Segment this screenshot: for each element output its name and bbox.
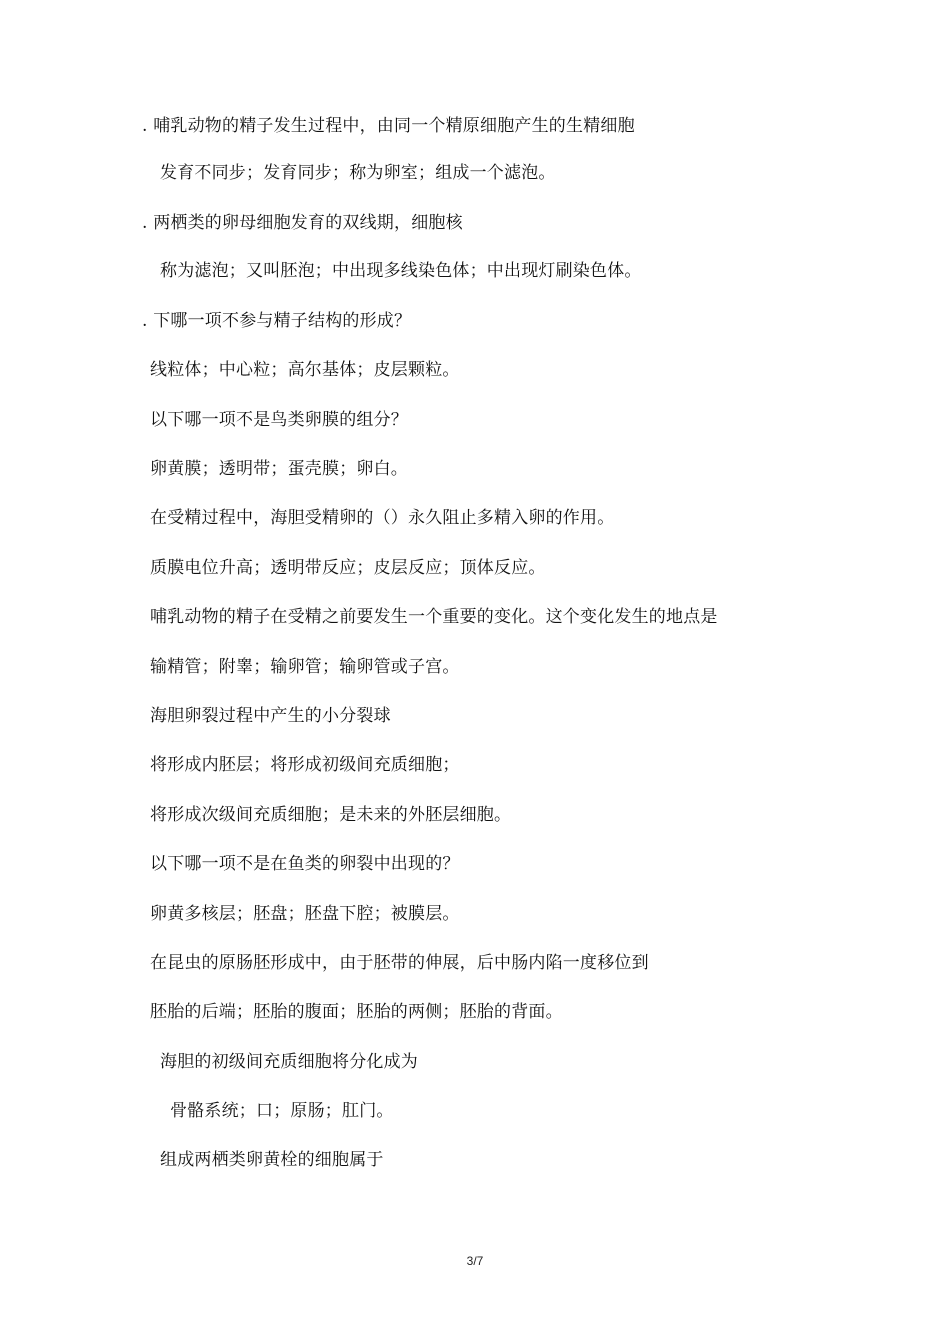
text-line-9: 在受精过程中，海胆受精卵的（）永久阻止多精入卵的作用。 [150,508,615,528]
text-line-6: 线粒体；中心粒；高尔基体；皮层颗粒。 [150,360,460,380]
text-line-4: 称为滤泡；又叫胚泡；中出现多线染色体；中出现灯刷染色体。 [160,261,642,281]
text-line-11: 哺乳动物的精子在受精之前要发生一个重要的变化。这个变化发生的地点是 [150,607,718,627]
text-line-8: 卵黄膜；透明带；蛋壳膜；卵白。 [150,459,408,479]
text-line-2: 发育不同步；发育同步；称为卵室；组成一个滤泡。 [160,163,556,183]
text-line-16: 以下哪一项不是在鱼类的卵裂中出现的？ [150,854,460,874]
text-line-5: . 下哪一项不参与精子结构的形成？ [142,311,412,331]
text-line-3: . 两栖类的卵母细胞发育的双线期，细胞核 [142,213,463,233]
text-line-20: 海胆的初级间充质细胞将分化成为 [160,1052,418,1072]
text-line-7: 以下哪一项不是鸟类卵膜的组分？ [150,410,408,430]
text-line-17: 卵黄多核层；胚盘；胚盘下腔；被膜层。 [150,904,460,924]
text-line-1: . 哺乳动物的精子发生过程中，由同一个精原细胞产生的生精细胞 [142,116,635,136]
text-line-10: 质膜电位升高；透明带反应；皮层反应；顶体反应。 [150,558,546,578]
text-line-12: 输精管；附睾；输卵管；输卵管或子宫。 [150,657,460,677]
text-line-14: 将形成内胚层；将形成初级间充质细胞； [150,755,460,775]
text-line-21: 骨骼系统；口；原肠；肛门。 [170,1101,394,1121]
text-line-22: 组成两栖类卵黄栓的细胞属于 [160,1150,384,1170]
text-line-15: 将形成次级间充质细胞；是未来的外胚层细胞。 [150,805,512,825]
text-line-13: 海胆卵裂过程中产生的小分裂球 [150,706,391,726]
text-line-19: 胚胎的后端；胚胎的腹面；胚胎的两侧；胚胎的背面。 [150,1002,563,1022]
page-number: 3/7 [466,1254,484,1268]
text-line-18: 在昆虫的原肠胚形成中，由于胚带的伸展，后中肠内陷一度移位到 [150,953,649,973]
